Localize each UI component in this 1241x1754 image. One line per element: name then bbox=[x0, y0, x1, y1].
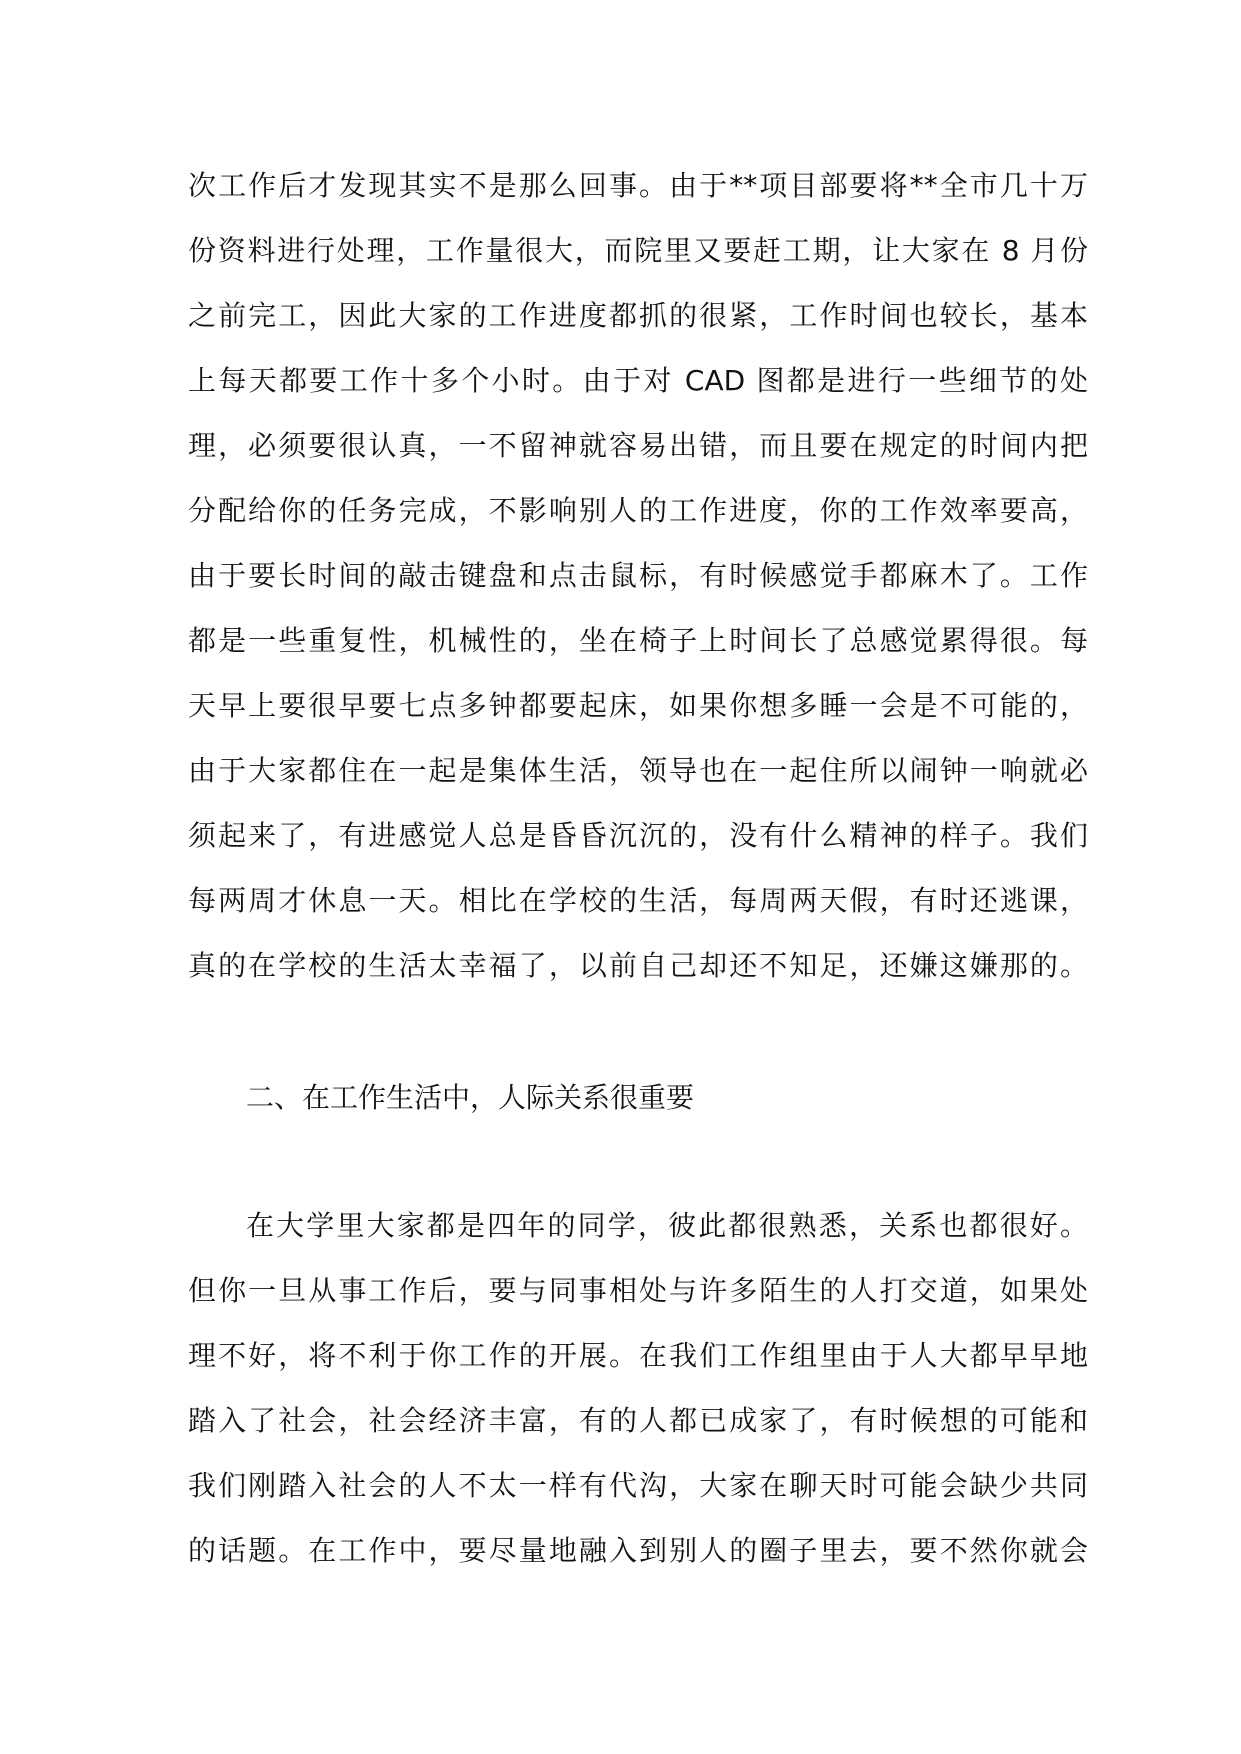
paragraph-line: 在大学里大家都是四年的同学，彼此都很熟悉，关系也都很好。 bbox=[246, 1209, 1088, 1242]
paragraph-line: 每两周才休息一天。相比在学校的生活，每周两天假，有时还逃课， bbox=[188, 884, 1088, 917]
paragraph-line: 次工作后才发现其实不是那么回事。由于**项目部要将**全市几十万 bbox=[188, 169, 1088, 202]
paragraph-line: 份资料进行处理，工作量很大，而院里又要赶工期，让大家在 8 月份 bbox=[188, 234, 1088, 267]
paragraph-line: 真的在学校的生活太幸福了，以前自己却还不知足，还嫌这嫌那的。 bbox=[188, 949, 1088, 982]
paragraph-line: 之前完工，因此大家的工作进度都抓的很紧，工作时间也较长，基本 bbox=[188, 299, 1088, 332]
paragraph-line: 分配给你的任务完成，不影响别人的工作进度，你的工作效率要高， bbox=[188, 494, 1088, 527]
paragraph-line: 我们刚踏入社会的人不太一样有代沟，大家在聊天时可能会缺少共同 bbox=[188, 1469, 1088, 1502]
paragraph-line: 的话题。在工作中，要尽量地融入到别人的圈子里去，要不然你就会 bbox=[188, 1534, 1088, 1567]
paragraph-line: 理，必须要很认真，一不留神就容易出错，而且要在规定的时间内把 bbox=[188, 429, 1088, 462]
paragraph-line: 但你一旦从事工作后，要与同事相处与许多陌生的人打交道，如果处 bbox=[188, 1274, 1088, 1307]
section-heading bbox=[188, 1065, 1088, 1130]
paragraph-line: 须起来了，有进感觉人总是昏昏沉沉的，没有什么精神的样子。我们 bbox=[188, 819, 1088, 852]
paragraph-line: 由于大家都住在一起是集体生活，领导也在一起住所以闹钟一响就必 bbox=[188, 754, 1088, 787]
paragraph-line: 理不好，将不利于你工作的开展。在我们工作组里由于人大都早早地 bbox=[188, 1339, 1088, 1372]
paragraph-1 bbox=[188, 153, 1088, 998]
paragraph-line: 由于要长时间的敲击键盘和点击鼠标，有时候感觉手都麻木了。工作 bbox=[188, 559, 1088, 592]
section-heading-text: 二、在工作生活中，人际关系很重要 bbox=[246, 1081, 695, 1114]
paragraph-line: 上每天都要工作十多个小时。由于对 CAD 图都是进行一些细节的处 bbox=[188, 364, 1088, 397]
paragraph-line: 都是一些重复性，机械性的，坐在椅子上时间长了总感觉累得很。每 bbox=[188, 624, 1088, 657]
paragraph-line: 踏入了社会，社会经济丰富，有的人都已成家了，有时候想的可能和 bbox=[188, 1404, 1088, 1437]
paragraph-line: 天早上要很早要七点多钟都要起床，如果你想多睡一会是不可能的， bbox=[188, 689, 1088, 722]
paragraph-2 bbox=[188, 1193, 1088, 1583]
